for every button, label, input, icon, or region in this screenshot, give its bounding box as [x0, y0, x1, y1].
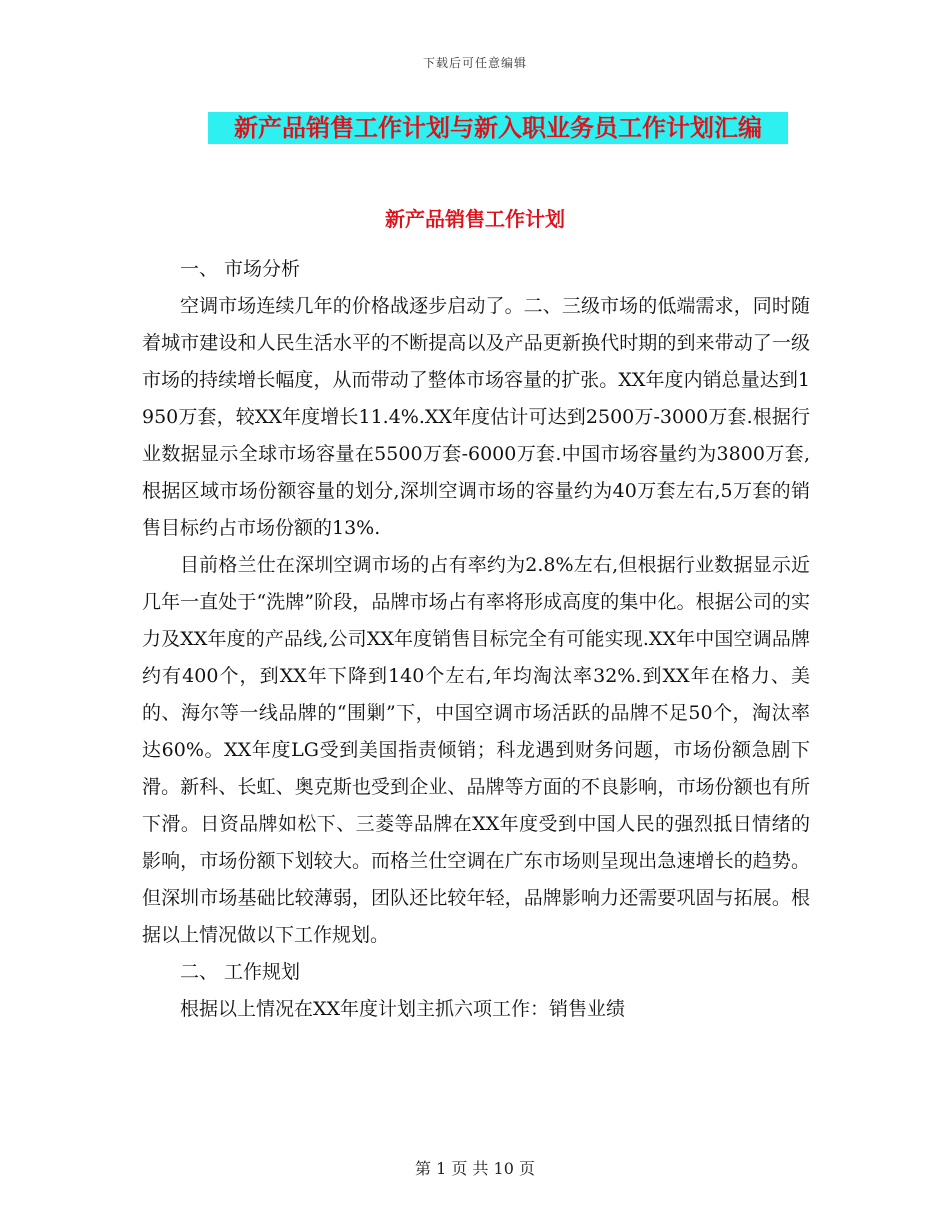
section-title: 新产品销售工作计划 — [385, 207, 565, 231]
paragraph-work-plan: 根据以上情况在XX年度计划主抓六项工作：销售业绩 — [180, 998, 626, 1020]
paragraph-brand-analysis: 目前格兰仕在深圳空调市场的占有率约为2.8%左右,但根据行业数据显示近几年一直处于“洗牌”阶段，品牌市场占有率将形成高度的集中化。根据公司的实力及XX年度的产品线,公司XX年度销售目标完全有可能实现.XX年中国空调品牌约有400个，到XX年下降到140个左右,年均淘汰率32%.到XX年在格力、美的、海尔等一线品牌的“围剿”下，中国空调市场活跃的品牌不足50个，淘汰率达60%。XX年度LG受到美国指责倾销；科龙遇到财务问题，市场份额急剧下滑。新科、长虹、奥克斯也受到企业、品牌等方面的不良影响，市场份额也有所下滑。日资品牌如松下、三菱等品牌在XX年度受到中国人民的强烈抵日情绪的影响，市场份额下划较大。而格兰仕空调在广东市场则呈现出急速增长的趋势。但深圳市场基础比较薄弱，团队还比较年轻，品牌影响力还需要巩固与拓展。根据以上情况做以下工作规划。 — [142, 554, 810, 946]
document-body — [142, 251, 810, 1028]
header-note: 下载后可任意编辑 — [422, 56, 527, 70]
document-title: 新产品销售工作计划与新入职业务员工作计划汇编 — [208, 112, 788, 144]
page-footer: 第 1 页 共 10 页 — [415, 1159, 535, 1178]
heading-work-plan: 二、 工作规划 — [180, 961, 301, 983]
heading-market-analysis: 一、 市场分析 — [180, 258, 301, 280]
paragraph-market-overview: 空调市场连续几年的价格战逐步启动了。二、三级市场的低端需求，同时随着城市建设和人民生活水平的不断提高以及产品更新换代时期的到来带动了一级市场的持续增长幅度，从而带动了整体市场容量的扩张。XX年度内销总量达到1950万套，较XX年度增长11.4%.XX年度估计可达到2500万-3000万套.根据行业数据显示全球市场容量在5500万套-6000万套.中国市场容量约为3800万套,根据区域市场份额容量的划分,深圳空调市场的容量约为40万套左右,5万套的销售目标约占市场份额的13%. — [142, 295, 810, 539]
